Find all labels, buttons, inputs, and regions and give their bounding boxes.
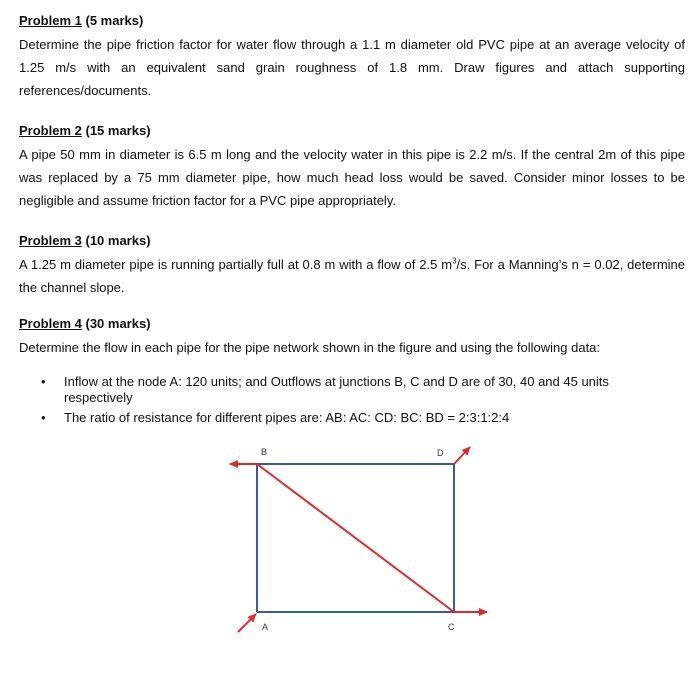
problem-1-marks: (5 marks) [85,13,144,28]
node-label-d: D [437,448,444,458]
problem-3-superscript: 3 [452,256,457,266]
node-label-c: C [448,622,455,632]
bullet-text-resistance: The ratio of resistance for different pipes are: AB: AC: CD: BC: BD = 2:3:1:2:4 [64,410,510,425]
outflow-arrow-d [454,447,470,464]
inflow-arrow-a [238,614,256,632]
problem-3-text-part1: A 1.25 m diameter pipe is running partially full at 0.8 m with a flow of 2.5 m [19,257,453,272]
problem-4-marks: (30 marks) [85,316,151,331]
problem-1-text: Determine the pipe friction factor for water flow through a 1.1 m diameter old PVC pipe at an average velocity of 1.25 m/s with an equivalent sand grain roughness of 1.8 mm. Draw figures and attach supporting references/documents. [19,37,685,98]
bullet-text-inflow: Inflow at the node A: 120 units; and Outflows at junctions B, C and D are of 30, 40 and 45 units respectively [64,374,609,405]
problem-3-text-part2: /s. For a Manning’s n = 0.02, determine the channel slope. [19,257,685,295]
node-label-a: A [262,622,269,632]
problem-1-title: Problem 1 [19,13,82,28]
pipe-bc [257,464,454,612]
problem-2-title: Problem 2 [19,123,82,138]
problem-4-title: Problem 4 [19,316,82,331]
problem-4-text: Determine the flow in each pipe for the pipe network shown in the figure and using the following data: [19,340,601,355]
problem-2-text: A pipe 50 mm in diameter is 6.5 m long and the velocity water in this pipe is 2.2 m/s. If the central 2m of this pipe was replaced by a 75 mm diameter pipe, how much head loss would be saved. Consider minor losses to be negligible and assume friction factor for a PVC pipe appropriately. [19,147,685,208]
problem-3-marks: (10 marks) [85,233,151,248]
bullet-dot: • [41,410,46,425]
problem-2-marks: (15 marks) [85,123,151,138]
bullet-dot: • [41,374,46,389]
node-label-b: B [261,447,268,457]
problem-3-title: Problem 3 [19,233,82,248]
